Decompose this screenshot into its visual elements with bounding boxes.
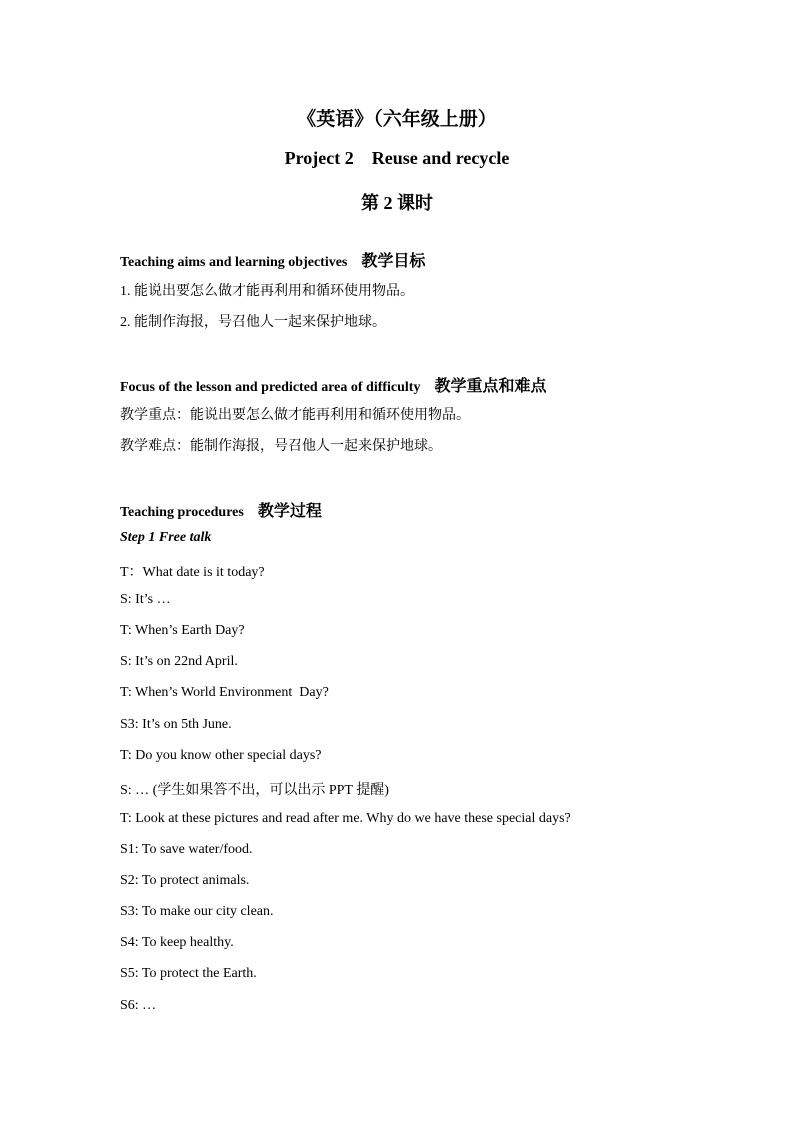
- dialogue-line: S: … (学生如果答不出，可以出示 PPT 提醒): [120, 783, 389, 798]
- dialogue-line: S6: …: [120, 998, 157, 1013]
- dialogue-line: T: Look at these pictures and read after me. Why do we have these special days?: [120, 811, 571, 826]
- focus-heading-en: Focus of the lesson and predicted area of difficulty: [120, 380, 421, 395]
- dialogue-line: S: It’s on 22nd April.: [120, 654, 238, 669]
- focus-heading-cn: 教学重点和难点: [434, 378, 547, 395]
- dialogue-line: T: Do you know other special days?: [120, 748, 322, 763]
- dialogue-line: S: It’s …: [120, 592, 171, 607]
- aims-heading-cn: 教学目标: [361, 253, 426, 270]
- aims-heading: [120, 248, 425, 271]
- dialogue-line: S2: To protect animals.: [120, 873, 250, 888]
- focus-heading: [120, 373, 547, 396]
- project-title: Project 2 Reuse and recycle: [284, 148, 510, 168]
- aims-item: 2. 能制作海报，号召他人一起来保护地球。: [120, 315, 386, 330]
- dialogue-line: S3: To make our city clean.: [120, 904, 274, 919]
- dialogue-line: S5: To protect the Earth.: [120, 966, 257, 981]
- dialogue-line: S1: To save water/food.: [120, 842, 253, 857]
- focus-item: 教学重点：能说出要怎么做才能再利用和循环使用物品。: [120, 408, 470, 423]
- dialogue-line: T: When’s World Environment Day?: [120, 685, 329, 700]
- procedures-heading: [120, 498, 322, 521]
- dialogue-line: T: When’s Earth Day?: [120, 623, 245, 638]
- dialogue-line: T：What date is it today?: [120, 565, 265, 580]
- procedures-heading-cn: 教学过程: [257, 503, 322, 520]
- document-title: 《英语》（六年级上册）: [297, 109, 497, 130]
- step-title: Step 1 Free talk: [120, 530, 212, 545]
- lesson-title: 第 2 课时: [361, 193, 433, 213]
- aims-heading-en: Teaching aims and learning objectives: [120, 255, 348, 270]
- dialogue-line: S3: It’s on 5th June.: [120, 717, 232, 732]
- dialogue-line: S4: To keep healthy.: [120, 935, 234, 950]
- procedures-heading-en: Teaching procedures: [120, 505, 244, 520]
- aims-item: 1. 能说出要怎么做才能再利用和循环使用物品。: [120, 284, 414, 299]
- focus-item: 教学难点：能制作海报，号召他人一起来保护地球。: [120, 439, 442, 454]
